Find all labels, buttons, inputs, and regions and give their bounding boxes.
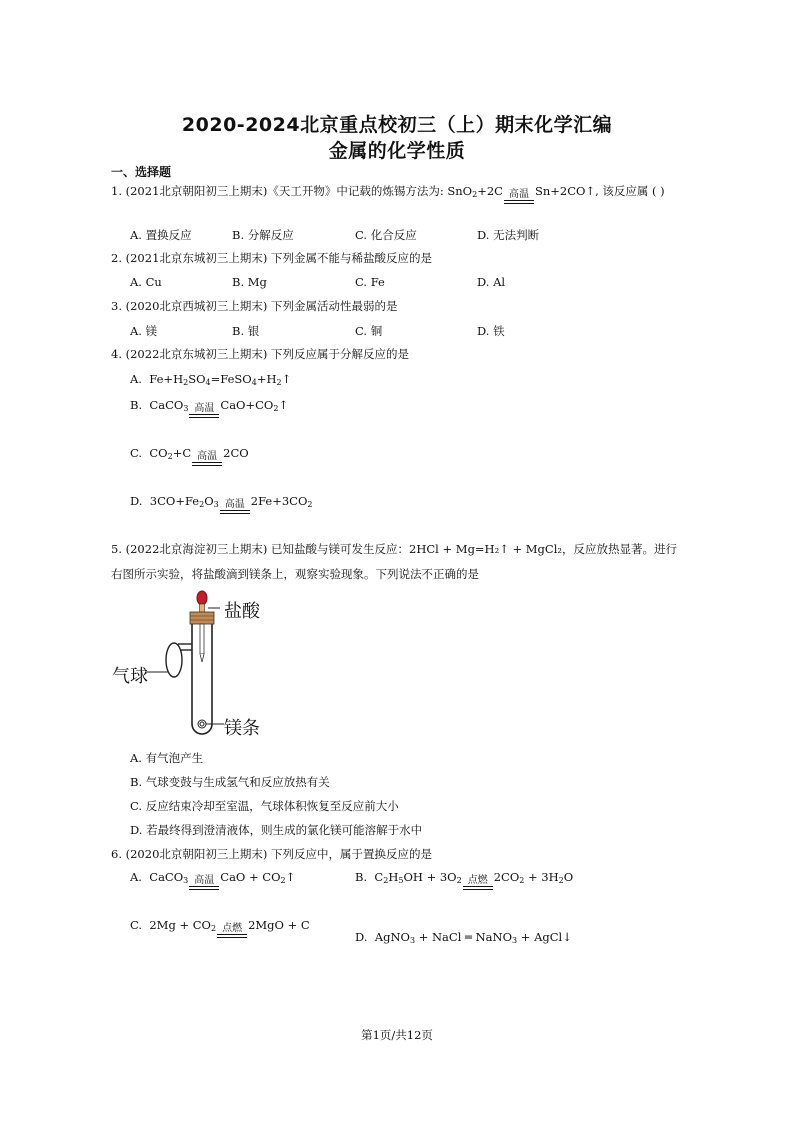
q4b-label: B. [130,398,143,412]
q6b-cond-text: 点燃 [467,875,488,886]
magnesium-ribbon [198,720,206,728]
page-number: 第1页/共12页 [361,1028,433,1042]
balloon [166,643,182,677]
q5-option-c[interactable]: C. 反应结束冷却至室温，气球体积恢复至反应前大小 [130,799,399,813]
label-balloon: 气球 [112,666,148,687]
q6a-right: CaO + CO [220,870,281,884]
q6b-right: + 3H [524,870,559,884]
q4c-left: CO [149,446,168,460]
q4d-sub: 2 [199,500,205,509]
q6d-label: D. [355,930,368,944]
question-2-stem: 2. (2021北京东城初三上期末) 下列金属不能与稀盐酸反应的是 [111,251,433,265]
q4d-cond-text: 高温 [224,499,245,510]
q1-option-a[interactable]: A. 置换反应 [130,228,192,242]
q5-option-d[interactable]: D. 若最终得到澄清液体，则生成的氯化镁可能溶解于水中 [130,823,423,837]
q6d-eq-part: AgNO [374,930,410,944]
q1-sub: 2 [472,190,478,199]
q4c-right: 2CO [223,446,249,460]
q4d-left: O [204,494,214,508]
q4-option-a[interactable] [130,372,291,387]
q6a-sub: 3 [183,876,189,885]
q1-cond-text: 高温 [508,189,529,200]
q4c-cond-text: 高温 [197,451,218,462]
q4b-right: CaO+CO [220,398,274,412]
q6d-sub: 3 [409,936,416,945]
q4a-sub: 4 [251,378,257,387]
q6b-left: H [388,870,399,884]
q4c-condition [192,451,222,466]
q4b-sub: 2 [273,404,279,413]
q4a-eq-part: +H [256,372,277,386]
q2-option-c[interactable]: C. Fe [355,275,385,289]
question-1-stem [111,183,665,204]
q6b-right: 2CO [493,870,520,884]
q6c-label: C. [130,918,143,932]
q6d-sub: 3 [512,936,518,945]
q3-option-d[interactable]: D. 铁 [477,324,505,338]
q6d-eq-part: + AgCl↓ [517,930,572,944]
q3-option-a[interactable]: A. 镁 [130,324,158,338]
q4a-eq-part: ↑ [281,372,292,386]
question-5-stem-line2: 右图所示实验，将盐酸滴到镁条上，观察实验现象。下列说法不正确的是 [111,567,479,581]
q1-stem-post: Sn+2CO↑, 该反应属 ( ) [534,184,665,198]
q6b-sub: 2 [558,876,564,885]
q6b-sub: 2 [383,876,389,885]
question-6-stem: 6. (2020北京朝阳初三上期末) 下列反应中，属于置换反应的是 [111,847,433,861]
label-hydrochloric-acid: 盐酸 [224,601,260,622]
q6a-right: ↑ [285,870,296,884]
q6b-condition [463,875,493,890]
document-title: 2020-2024北京重点校初三（上）期末化学汇编 [181,114,613,136]
q6-option-a[interactable] [130,870,295,890]
q4-option-d[interactable] [130,494,313,514]
q4a-sub: 4 [205,378,211,387]
q6a-left: CaCO [149,870,184,884]
q1-option-b[interactable]: B. 分解反应 [232,228,294,242]
q4c-label: C. [130,446,143,460]
q4d-sub: 2 [307,500,313,509]
q4a-eq-part: Fe+H [149,372,184,386]
q4b-right: ↑ [278,398,289,412]
q1-stem-pre: 1. (2021北京朝阳初三上期末)《天工开物》中记载的炼锡方法为: SnO [111,184,473,198]
q4d-right: 2Fe+3CO [250,494,308,508]
q4b-condition [189,403,219,418]
q4-option-c[interactable] [130,446,249,466]
q6-option-b[interactable] [355,870,573,890]
q6c-right: 2MgO + C [248,918,310,932]
q6b-left: OH + 3O [403,870,457,884]
q4c-left: +C [172,446,192,460]
q6b-label: B. [355,870,368,884]
q1-option-d[interactable]: D. 无法判断 [477,228,540,242]
q6a-condition [189,875,219,890]
q6c-sub: 2 [211,924,217,933]
q4a-eq-part: SO [188,372,206,386]
q4a-eq-part: =FeSO [210,372,252,386]
dropper-bulb [197,591,207,605]
section-heading: 一、选择题 [111,165,172,179]
q6b-sub: 2 [519,876,525,885]
question-3-stem: 3. (2020北京西城初三上期末) 下列金属活动性最弱的是 [111,299,398,313]
q6a-cond-text: 高温 [194,875,215,886]
q6-option-c[interactable] [130,918,310,938]
rubber-stopper [190,612,214,624]
q5-option-a[interactable]: A. 有气泡产生 [130,751,204,765]
q6b-left: C [374,870,384,884]
q4a-sub: 2 [183,378,189,387]
q6b-sub: 2 [456,876,462,885]
q6b-sub: 5 [398,876,404,885]
q1-option-c[interactable]: C. 化合反应 [355,228,417,242]
q2-option-d[interactable]: D. Al [477,275,506,289]
q4d-condition [220,499,250,514]
q3-option-b[interactable]: B. 银 [232,324,260,338]
q5-option-b[interactable]: B. 气球变鼓与生成氢气和反应放热有关 [130,775,330,789]
q4d-sub: 3 [213,500,219,509]
q4d-label: D. [130,494,143,508]
question-5-stem-line1: 5. (2022北京海淀初三上期末) 已知盐酸与镁可发生反应：2HCl + Mg=H₂↑ + MgCl₂，反应放热显著。进行 [111,542,678,556]
q4b-cond-text: 高温 [194,403,215,414]
q6-option-d[interactable] [355,930,572,945]
q4c-sub: 2 [167,452,173,461]
q4d-left: 3CO+Fe [149,494,200,508]
label-magnesium-ribbon: 镁条 [224,718,260,739]
q6d-eq-part: + NaCl ═ NaNO [415,930,513,944]
dropper-neck [200,604,205,612]
q6c-cond-text: 点燃 [222,923,243,934]
q6a-label: A. [130,870,142,884]
q4a-label: A. [130,372,142,386]
q6a-sub: 2 [280,876,286,885]
document-subtitle: 金属的化学性质 [328,140,466,162]
q3-option-c[interactable]: C. 铜 [355,324,383,338]
q4-option-b[interactable] [130,398,288,418]
q4b-left: CaCO [149,398,184,412]
q2-option-b[interactable]: B. Mg [232,275,267,289]
q1-reaction-condition [504,189,534,204]
q4b-sub: 3 [183,404,189,413]
q4a-sub: 2 [276,378,282,387]
q1-stem-mid: +2C [477,184,503,198]
question-4-stem: 4. (2022北京东城初三上期末) 下列反应属于分解反应的是 [111,347,410,361]
q2-option-a[interactable]: A. Cu [130,275,162,289]
q6c-left: 2Mg + CO [149,918,211,932]
q6c-condition [217,923,247,938]
q6b-right: O [563,870,574,884]
